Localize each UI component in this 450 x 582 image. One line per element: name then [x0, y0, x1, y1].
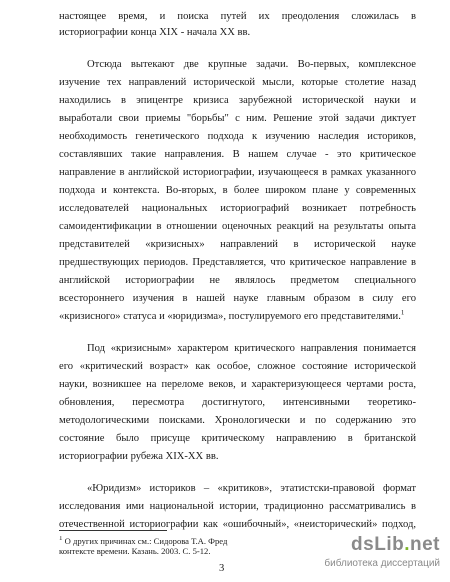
- body-line: [59, 500, 416, 514]
- body-line: [59, 396, 416, 410]
- body-line-text: предшествующих периодов. Представляется, что критическое направление в: [59, 257, 416, 268]
- body-line-text: находились в эпицентре кризиса зарубежной исторической науки и: [59, 95, 416, 106]
- body-line: [59, 432, 416, 446]
- body-line-text: историографии рубежа XIX-XX вв.: [59, 451, 219, 462]
- body-line: [59, 220, 416, 234]
- body-line-text: выработали свои приемы "борьбы" с ним. Решение этой задачи диктует: [59, 113, 416, 124]
- body-line-text: составлявших такие направления. В нашем случае - это критическое: [59, 149, 416, 160]
- page-number: 3: [219, 563, 225, 574]
- body-line-text: «Юридизм» историков – «критиков», этатистски-правовой формат: [87, 483, 416, 494]
- body-line-text: самоидентификации в отношении оценочных реакций на результаты опыта: [59, 221, 416, 232]
- body-line-text: состояние было присуще критическому направлению в британской: [59, 433, 416, 444]
- body-line: [59, 184, 416, 198]
- body-line-text: необходимость генетического подхода к изучению наследия историков,: [59, 131, 416, 142]
- body-line: [59, 94, 416, 108]
- body-line: [59, 360, 416, 374]
- body-line-text: представителей «кризисных» направлений в исторической науке: [59, 239, 416, 250]
- body-line: [59, 58, 416, 72]
- body-line-text: подхода и контекста. Во-вторых, в более широком плане у современных: [59, 185, 416, 196]
- body-line-text: английской историографии не являлось предметом специального: [59, 275, 416, 286]
- body-line: [59, 342, 416, 356]
- body-line: [59, 414, 416, 428]
- body-line: [59, 148, 416, 162]
- body-line-text: Под «кризисным» характером критического направления понимается: [87, 343, 416, 354]
- body-line: [59, 378, 416, 392]
- body-line-text: обновления, пересмотра достигнутого, интенсивными теоретико-: [59, 397, 416, 408]
- body-line: [59, 112, 416, 126]
- body-line-text: исследования ими национальной истории, традиционно рассматривались в: [59, 501, 416, 512]
- footnote-line-1: [59, 536, 309, 546]
- watermark-logo-main: dsLib: [351, 534, 405, 555]
- body-line: [59, 76, 416, 90]
- body-line-text: «кризисного» статуса и «юридизма», постулируемого его представителями.: [59, 311, 401, 322]
- body-line-text: изучение тех направлений исторической мысли, которые столетие назад: [59, 77, 416, 88]
- body-line: [59, 202, 416, 216]
- body-line: [59, 450, 416, 464]
- body-line: [59, 310, 416, 324]
- body-line: [59, 238, 416, 252]
- body-line-text: Отсюда вытекают две крупные задачи. Во-первых, комплексное: [87, 59, 416, 70]
- body-line: [59, 292, 416, 306]
- body-line-text: методологическими поисками. Хронологически и по содержанию это: [59, 415, 416, 426]
- footnote-line-2: контексте времени. Казань. 2003. С. 5-12.: [59, 546, 211, 556]
- body-line-text: настоящее время, и поиска путей их преодоления сложилась в: [59, 11, 416, 22]
- body-line: [59, 482, 416, 496]
- footnote-reference: 1: [400, 310, 405, 317]
- body-line-text: науки, возникшее на переломе веков, и характеризующееся чертами роста,: [59, 379, 416, 390]
- body-line-text: исследователей национальных историографий возникает потребность: [59, 203, 416, 214]
- footnote-divider: [59, 530, 167, 531]
- footnote-number: 1: [59, 536, 63, 543]
- watermark-logo-dot: .: [404, 534, 410, 555]
- body-line: [59, 130, 416, 144]
- body-line-text: всестороннего изучения в нашей науке главным образом в силу его: [59, 293, 416, 304]
- body-line: [59, 166, 416, 180]
- body-line: [59, 274, 416, 288]
- body-line: [59, 10, 416, 24]
- body-line-text: отечественной историографии как «ошибочный», «неисторический» подход,: [59, 519, 416, 530]
- body-line-text: направление в английской историографии, изучающееся в рамках указанного: [59, 167, 416, 178]
- watermark-logo: [351, 534, 440, 556]
- watermark-subtitle: библиотека диссертаций: [324, 558, 440, 569]
- body-line-text: историографии конца XIX - начала XX вв.: [59, 27, 251, 38]
- body-line-text: его «критический возраст» как особое, сложное состояние исторической: [59, 361, 416, 372]
- footnote-text-1: О других причинах см.: Сидорова Т.А. Фред: [64, 536, 228, 546]
- body-line: [59, 26, 416, 40]
- body-line: [59, 256, 416, 270]
- watermark-logo-tld: net: [410, 534, 440, 555]
- dslib-watermark[interactable]: [324, 534, 440, 576]
